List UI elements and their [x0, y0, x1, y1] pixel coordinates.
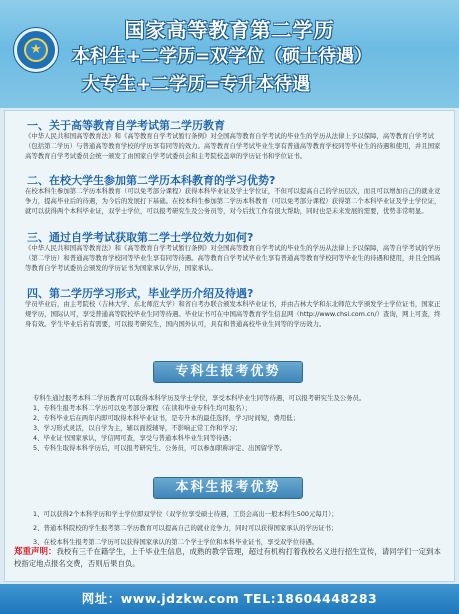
list-item: 2、专科毕业后在两年内即可取得本科毕业证书，是专升本的最佳选择，学习时间短，费用低； [33, 414, 300, 422]
banner-college-advantages: 专科生报考优势 [153, 361, 303, 383]
headline-college: 大专生+二学历=专升本待遇 [82, 74, 311, 95]
section-title-2: 二、在校大学生参加第二学历本科教育的学习优势? [27, 174, 276, 187]
section-text-4: 学员毕业后，由主考院校（吉林大学、东北师范大学）和省自考办联合颁发本科毕业证书，并由吉林大学和东北师范大学颁发学士学位证书，国家正规学历，国际认可，享受普通高等院校毕业生同等待遇。毕业证书可在中国高等教育学生信息网（http://www.chsi.com.cn/）查询，网上可查，终身有效。学生毕业后若有需要，可以报考研究生，国内国外认可，具有和普通高校毕业生同等的学历效力。 [25, 300, 441, 328]
list-item: 1、专科生报考本科二学历可以免考部分课程（在读和毕业专科生均可报名）； [33, 404, 252, 412]
footer-contact: 网址：www.jdzkw.com TEL:18604448283 [0, 584, 459, 614]
section-title-3: 三、通过自学考试获取第二学士学位效力如何? [27, 231, 254, 244]
content-panel [4, 110, 455, 582]
section-text-1: 《中华人民共和国高等教育法》和《高等教育自学考试暂行条例》对全国高等教育自学考试的毕业生的学历从法律上予以保障，高等教育自学考试（包括第二学历）与普通高等教育学校的学历享有同等的效力。高等教育自学考试毕业生享有普通高等教育学校同等毕业生的待遇和使用，并且国家高等教育自学考试委员会统一颁发了由国家自学考试委员会和主考院校盖章的学历证书和学位证书。 [25, 132, 441, 160]
list-item: 3、学习形式灵活，以自学为主，辅以面授辅导，不影响正常工作和学习； [33, 424, 242, 432]
header-banner [0, 0, 459, 108]
bachelor-advantages-list [33, 507, 443, 549]
list-item: 3、在校本科生报考第二学历可以获得国家承认的第二个学士学位和本科毕业证书，享受双学位待遇。 [33, 538, 319, 546]
logo-emblem-icon: ★ [24, 38, 48, 62]
notice-label: 郑重声明： [14, 547, 57, 557]
notice-text: 我校有三千在籍学生，上千毕业生信息，成熟的教学管理，超过有机构打着我校名义进行招生宣传，请同学们一定到本校指定地点报名交费，否则后果自负。 [14, 547, 441, 568]
section-title-4: 四、第二学历学习形式，毕业学历介绍及待遇? [27, 287, 254, 300]
banner-bachelor-advantages: 本科生报考优势 [153, 477, 303, 499]
section-text-3: 《中华人民共和国高等教育法》和《高等教育自学考试暂行条例》对全国高等教育自学考试的毕业生的学历从法律上予以保障，高等自学考试的学历（第二学历）和普通高等教育学校同等毕业生享有同等待遇。高等教育自学考试毕业生享有普通高等教育学校同等毕业生的待遇和使用，并且全国高等教育自学考试委员会颁发的学历证书为国家承认学历，国家承认。 [25, 244, 441, 272]
section-title-1: 一、关于高等教育自学考试第二学历教育 [27, 119, 225, 132]
list-item: 2、普通本科院校的学生报考第二学历教育可以提高自己的就业竞争力，同时可以获得国家承认的学历证书； [33, 524, 338, 532]
list-item: 5、专科生取得本科学历后，可以报考研究生、公务员，可以参加职称评定、出国留学等。 [33, 444, 287, 452]
college-advantages-list [33, 393, 443, 453]
notice-statement [14, 546, 444, 570]
section-text-2: 在校本科生参加第二学历本科教育（可以免考部分课程）获得本科毕业证及学士学位证，不但可以提高自己的学历层次，而且可以增加自己的就业竞争力，提高毕业后的待遇，为今后的发展打下基础。在校本科生参加第二学历本科教育（可以免考部分课程）获得第二个本科毕业证及学士学位证，就可以获得两个本科毕业证，双学士学位，可以报考研究生及公务员等，对今后找工作有很大帮助，同时也是未来发展的需要，优势非常明显。 [25, 187, 441, 215]
headline-bachelor: 本科生+二学历=双学位（硕士待遇） [72, 46, 373, 67]
list-item: 1、可以获得2个本科学历和学士学位即双学位（双学位享受硕士待遇，工资会高出一般本科生500元每月）； [33, 510, 338, 518]
list-item: 4、毕业证书国家承认，学信网可查，享受与普通本科毕业生同等待遇； [33, 434, 236, 442]
main-title: 国家高等教育第二学历 [124, 18, 335, 42]
list-item: 专科生通过报考本科二学历教育可以取得本科学历及学士学位，享受本科毕业生同等待遇，可以报考研究生及公务员。 [33, 394, 366, 402]
